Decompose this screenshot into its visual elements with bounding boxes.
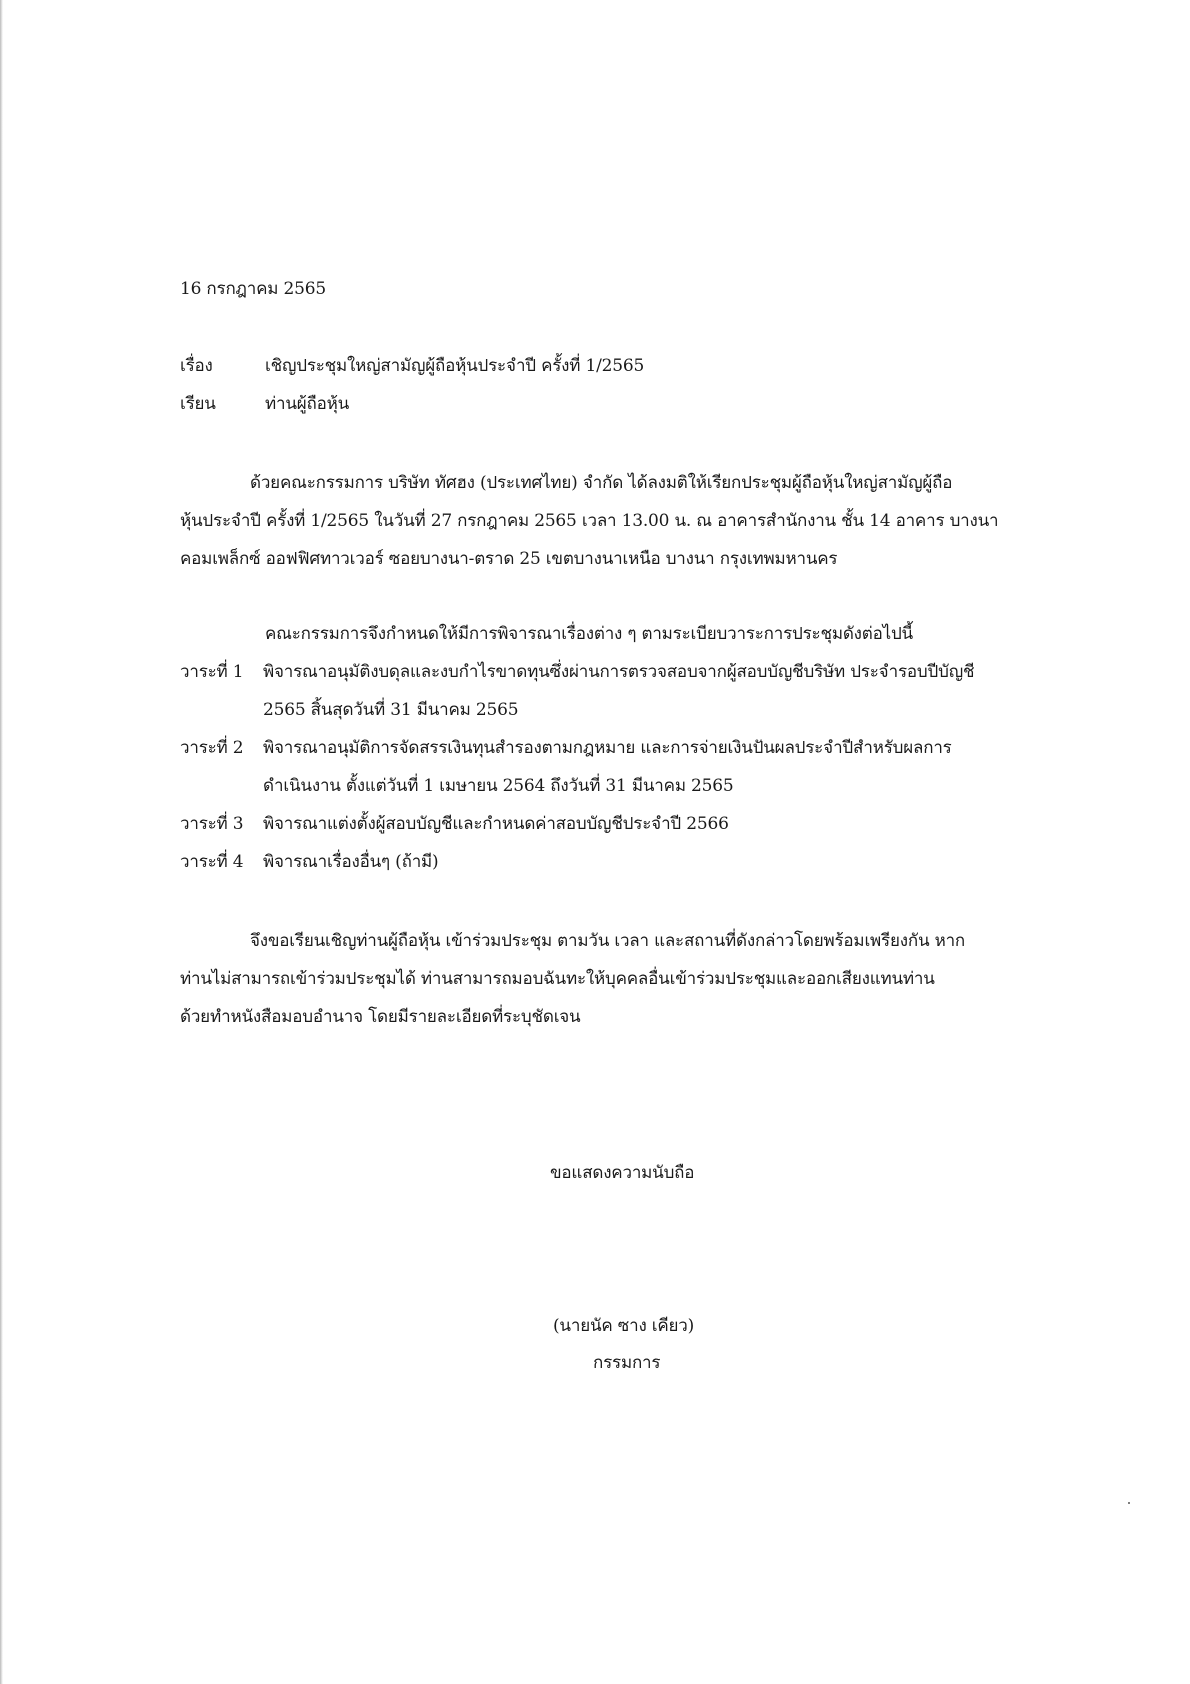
recipient-label: เรียน	[180, 394, 216, 414]
agenda-label: วาระที่ 1	[180, 662, 244, 682]
paragraph1-line: คอมเพล็กซ์ ออฟฟิศทาวเวอร์ ซอยบางนา-ตราด 25 เขตบางนาเหนือ บางนา กรุงเทพมหานคร	[180, 549, 838, 569]
paragraph1-line: ด้วยคณะกรรมการ บริษัท ทัศฮง (ประเทศไทย) จำกัด ได้ลงมติให้เรียกประชุมผู้ถือหุ้นใหญ่สามัญผู้ถือ	[250, 473, 953, 493]
agenda-label: วาระที่ 2	[180, 738, 244, 758]
subject-label: เรื่อง	[180, 356, 213, 376]
agenda-intro: คณะกรรมการจึงกำหนดให้มีการพิจารณาเรื่องต่าง ๆ ตามระเบียบวาระการประชุมดังต่อไปนี้	[265, 624, 913, 644]
agenda-item-text: ดำเนินงาน ตั้งแต่วันที่ 1 เมษายน 2564 ถึงวันที่ 31 มีนาคม 2565	[263, 776, 734, 796]
agenda-item-text: พิจารณาเรื่องอื่นๆ (ถ้ามี)	[263, 852, 439, 872]
scan-edge	[0, 0, 3, 1684]
paragraph2-line: ท่านไม่สามารถเข้าร่วมประชุมได้ ท่านสามารถมอบฉันทะให้บุคคลอื่นเข้าร่วมประชุมและออกเสียงแทนท่าน	[180, 969, 935, 989]
agenda-item-text: พิจารณาแต่งตั้งผู้สอบบัญชีและกำหนดค่าสอบบัญชีประจำปี 2566	[263, 814, 729, 834]
letter-date: 16 กรกฎาคม 2565	[180, 279, 326, 299]
subject-text: เชิญประชุมใหญ่สามัญผู้ถือหุ้นประจำปี ครั้งที่ 1/2565	[265, 356, 645, 376]
closing-text: ขอแสดงความนับถือ	[550, 1163, 695, 1183]
paragraph2-line: จึงขอเรียนเชิญท่านผู้ถือหุ้น เข้าร่วมประชุม ตามวัน เวลา และสถานที่ดังกล่าวโดยพร้อมเพรียงกัน หาก	[250, 931, 966, 951]
paragraph2-line: ด้วยทำหนังสือมอบอำนาจ โดยมีรายละเอียดที่ระบุชัดเจน	[180, 1007, 581, 1027]
agenda-item-text: พิจารณาอนุมัติงบดุลและงบกำไรขาดทุนซึ่งผ่านการตรวจสอบจากผู้สอบบัญชีบริษัท ประจำรอบปีบัญชี	[263, 662, 975, 682]
agenda-item-text: 2565 สิ้นสุดวันที่ 31 มีนาคม 2565	[263, 700, 519, 720]
signatory-name: (นายนัค ซาง เคียว)	[553, 1316, 695, 1336]
paragraph1-line: หุ้นประจำปี ครั้งที่ 1/2565 ในวันที่ 27 กรกฎาคม 2565 เวลา 13.00 น. ณ อาคารสำนักงาน ชั้น 14 อาคาร บางนา	[180, 511, 999, 531]
agenda-label: วาระที่ 4	[180, 852, 244, 872]
recipient-text: ท่านผู้ถือหุ้น	[265, 394, 350, 414]
signatory-title: กรรมการ	[593, 1353, 661, 1373]
scan-speck	[1128, 1502, 1130, 1504]
agenda-label: วาระที่ 3	[180, 814, 244, 834]
agenda-item-text: พิจารณาอนุมัติการจัดสรรเงินทุนสำรองตามกฎหมาย และการจ่ายเงินปันผลประจำปีสำหรับผลการ	[263, 738, 952, 758]
